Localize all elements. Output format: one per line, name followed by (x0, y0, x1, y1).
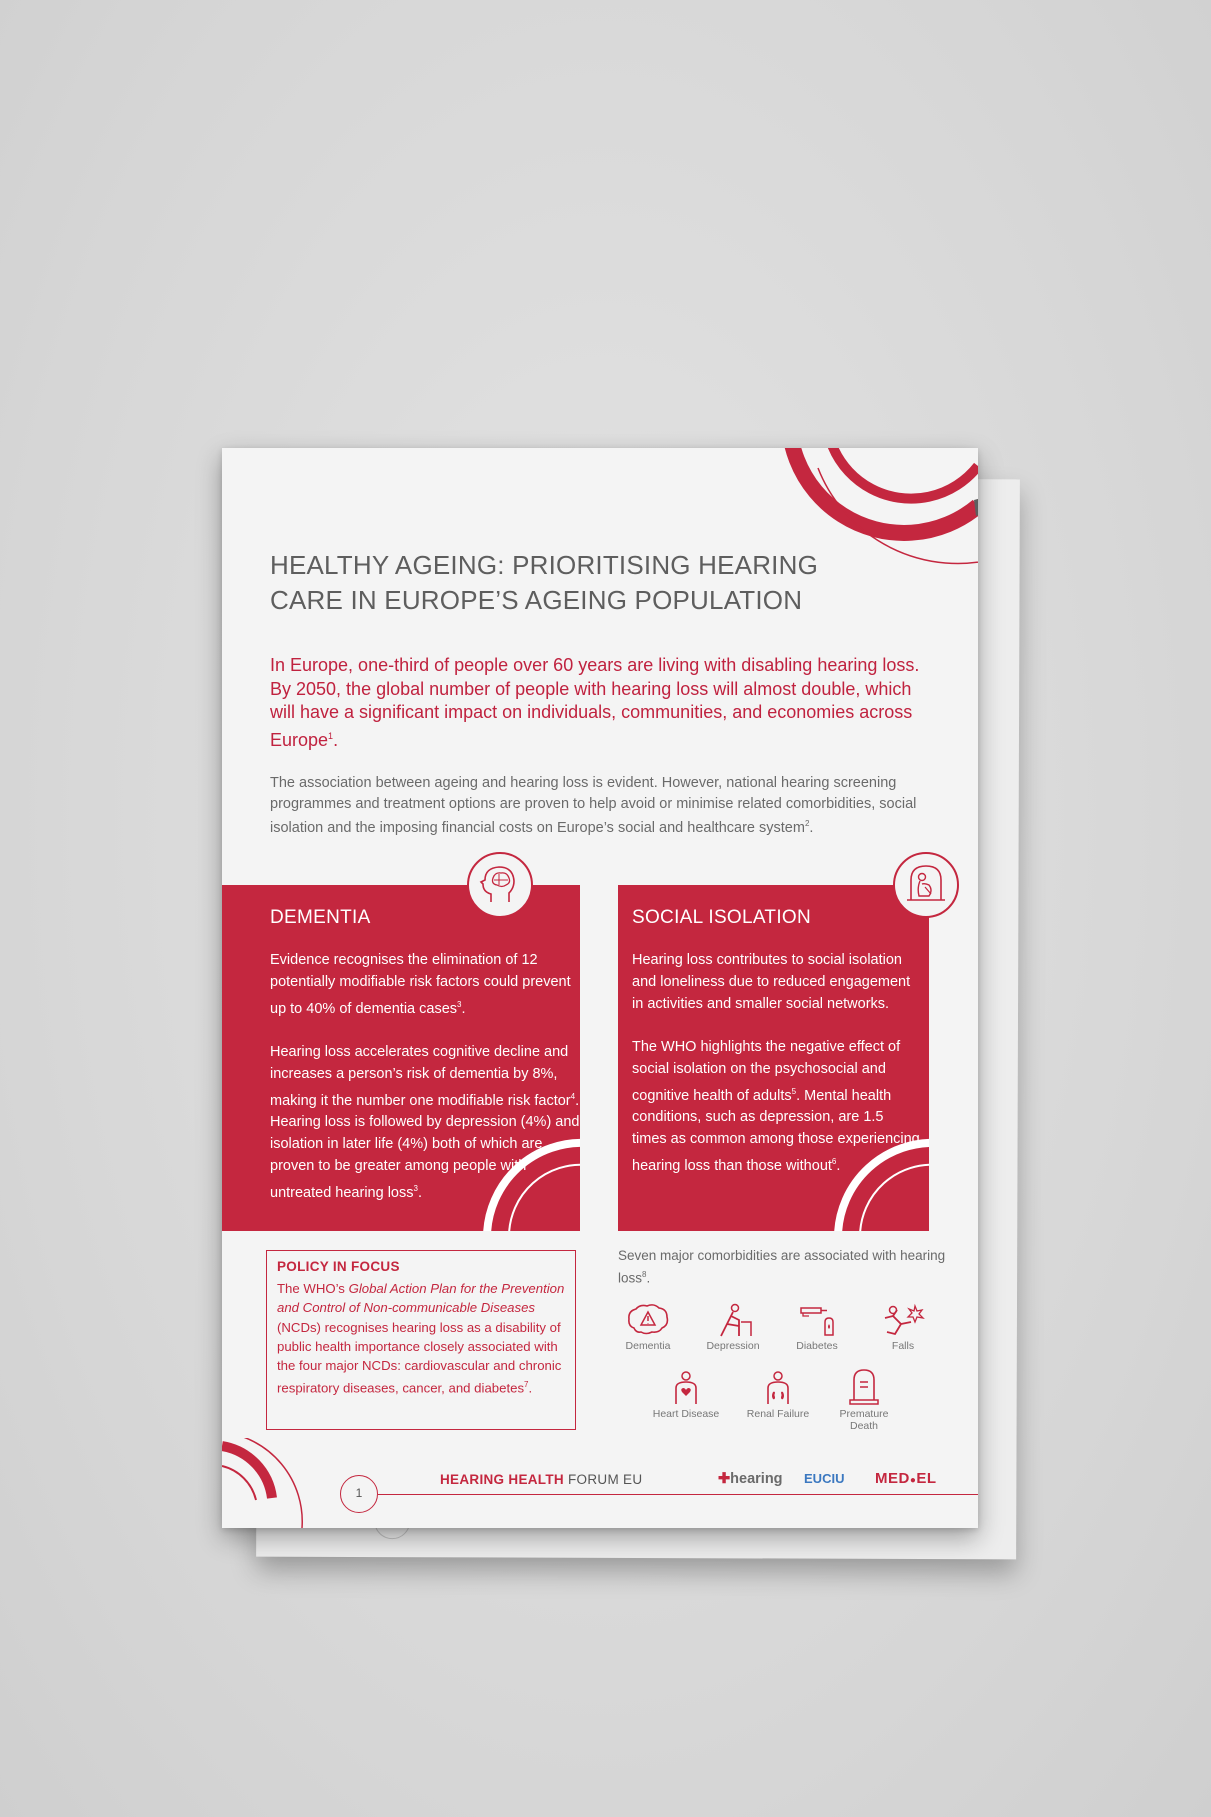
comorbidity-diabetes (779, 1302, 855, 1353)
brain-warning-icon (626, 1302, 670, 1338)
intro-paragraph (270, 773, 930, 838)
dementia-panel-arc-decoration (477, 1125, 580, 1231)
comorbidities-intro-end: . (646, 1270, 651, 1285)
head-brain-icon (469, 854, 531, 916)
comorbidities-intro-text: Seven major comorbidities are associated with hearing loss (618, 1248, 946, 1285)
policy-post: (NCDs) recognises hearing loss as a disability of public health importance closely associated with the four major NCDs: cardiovascular and chronic respiratory diseases, cancer, and diabetes (277, 1319, 562, 1396)
social-isolation-heading: SOCIAL ISOLATION (632, 907, 812, 928)
policy-in-focus-box (266, 1250, 576, 1430)
comorbidity-falls (865, 1302, 941, 1353)
gravestone-icon (842, 1366, 886, 1406)
dementia-p2b-ref: 3 (413, 1183, 418, 1193)
hearing-logo (718, 1471, 783, 1487)
comorbidity-depression (695, 1302, 771, 1353)
comorbidity-premature-death (826, 1366, 902, 1432)
title-line-1: HEALTHY AGEING: PRIORITISING HEARING (270, 550, 819, 580)
insulin-pen-icon (795, 1302, 839, 1338)
head-brain-icon-circle (467, 852, 533, 918)
euciu-logo-b: CIU (822, 1471, 845, 1486)
heart-person-icon (664, 1370, 708, 1406)
title-line-2: CARE IN EUROPE’S AGEING POPULATION (270, 585, 803, 615)
dementia-p1-text: Evidence recognises the elimination of 12 potentially modifiable risk factors could prevent up to 40% of dementia cases (270, 952, 571, 1017)
social-isolation-panel (618, 885, 929, 1231)
policy-ref: 7 (524, 1380, 529, 1390)
intro-end: . (809, 819, 814, 836)
social-isolation-p2a-text: The WHO highlights the negative effect of social isolation on the psychosocial and cognitive health of adults (632, 1039, 901, 1104)
forum-name-bold: HEARING HEALTH (440, 1472, 564, 1487)
footer-rule (378, 1494, 978, 1495)
lead-ref: 1 (328, 730, 334, 741)
dementia-p2-end: . (417, 1184, 422, 1201)
intro-text: The association between ageing and hearing loss is evident. However, national hearing screening programmes and treatment options are proven to help avoid or minimise related comorbidities, social isolation and the imposing financial costs on Europe’s social and healthcare system (270, 775, 917, 836)
social-isolation-p2a-ref: 5 (791, 1086, 797, 1096)
bottom-left-arc-decoration (222, 1438, 342, 1528)
lead-paragraph (270, 654, 930, 752)
falling-person-icon (881, 1302, 925, 1338)
medel-logo-b: EL (916, 1470, 937, 1487)
isolated-person-icon (895, 854, 957, 916)
dementia-heading: DEMENTIA (270, 907, 371, 928)
kidney-person-icon (756, 1370, 800, 1406)
comorbidity-label-depression: Depression (706, 1340, 760, 1352)
dementia-p1-ref: 3 (457, 999, 462, 1009)
euciu-logo-a: EU (804, 1471, 823, 1486)
policy-heading: POLICY IN FOCUS (277, 1259, 400, 1274)
policy-end: . (528, 1380, 533, 1396)
comorbidity-heart-disease (648, 1370, 724, 1421)
dementia-paragraph-1 (270, 950, 580, 1020)
comorbidity-label-premature-death: Premature Death (839, 1408, 889, 1432)
social-isolation-p2b-text: . Mental health conditions, such as depression, are 1.5 times as common among those experiencing hearing loss than those without (632, 1087, 920, 1174)
page-title (270, 548, 870, 618)
dementia-p2a-ref: 4 (570, 1091, 576, 1101)
medel-logo (875, 1470, 937, 1487)
lead-text: In Europe, one-third of people over 60 years are living with disabling hearing loss. By 2050, the global number of people with hearing loss will almost double, which will have a significant impact on individuals, communities, and economies across Europe (270, 655, 920, 750)
dementia-panel (222, 885, 580, 1231)
policy-text (277, 1279, 565, 1398)
forum-name-rest: FORUM EU (563, 1472, 643, 1487)
medel-logo-dot: ● (909, 1475, 917, 1486)
hearing-logo-text: hearing (730, 1471, 783, 1487)
policy-plan-title: Global Action Plan for the Prevention and Control of Non-communicable Diseases (277, 1281, 565, 1316)
social-isolation-p2-end: . (836, 1157, 841, 1174)
medel-logo-a: MED (875, 1470, 910, 1487)
comorbidity-label-heart-disease: Heart Disease (652, 1408, 720, 1420)
comorbidity-label-falls: Falls (891, 1340, 915, 1352)
policy-pre: The WHO’s (277, 1281, 349, 1296)
hearing-logo-mark: ✚ (718, 1471, 731, 1487)
comorbidity-label-renal-failure: Renal Failure (746, 1408, 810, 1420)
comorbidity-renal-failure (740, 1370, 816, 1421)
comorbidities-intro (618, 1247, 948, 1288)
isolated-person-icon-circle (893, 852, 959, 918)
euciu-logo (804, 1471, 844, 1486)
social-isolation-paragraph-1: Hearing loss contributes to social isolation and loneliness due to reduced engagement in activities and smaller social networks. (632, 952, 911, 1012)
page-number: 1 (340, 1475, 378, 1513)
social-isolation-panel-arc-decoration (828, 1125, 929, 1231)
document-page (222, 448, 978, 1528)
comorbidity-label-diabetes: Diabetes (796, 1340, 838, 1352)
dementia-p1-end: . (461, 1000, 466, 1017)
comorbidities-intro-ref: 8 (642, 1269, 647, 1279)
dementia-p2a-text: Hearing loss accelerates cognitive decline and increases a person’s risk of dementia by 8%, making it the number one modifiable risk factor (270, 1044, 571, 1109)
social-isolation-p2b-ref: 6 (831, 1157, 837, 1166)
comorbidity-label-dementia: Dementia (625, 1340, 671, 1352)
dementia-p2b-text: . Hearing loss is followed by depression (4%) and isolation in later life (4%) both of which are proven to be greater among people with untreated hearing loss (270, 1092, 580, 1201)
depressed-person-icon (711, 1302, 755, 1338)
lead-end: . (333, 729, 339, 750)
comorbidity-dementia (610, 1302, 686, 1353)
intro-ref: 2 (804, 819, 810, 828)
forum-name (440, 1472, 642, 1487)
